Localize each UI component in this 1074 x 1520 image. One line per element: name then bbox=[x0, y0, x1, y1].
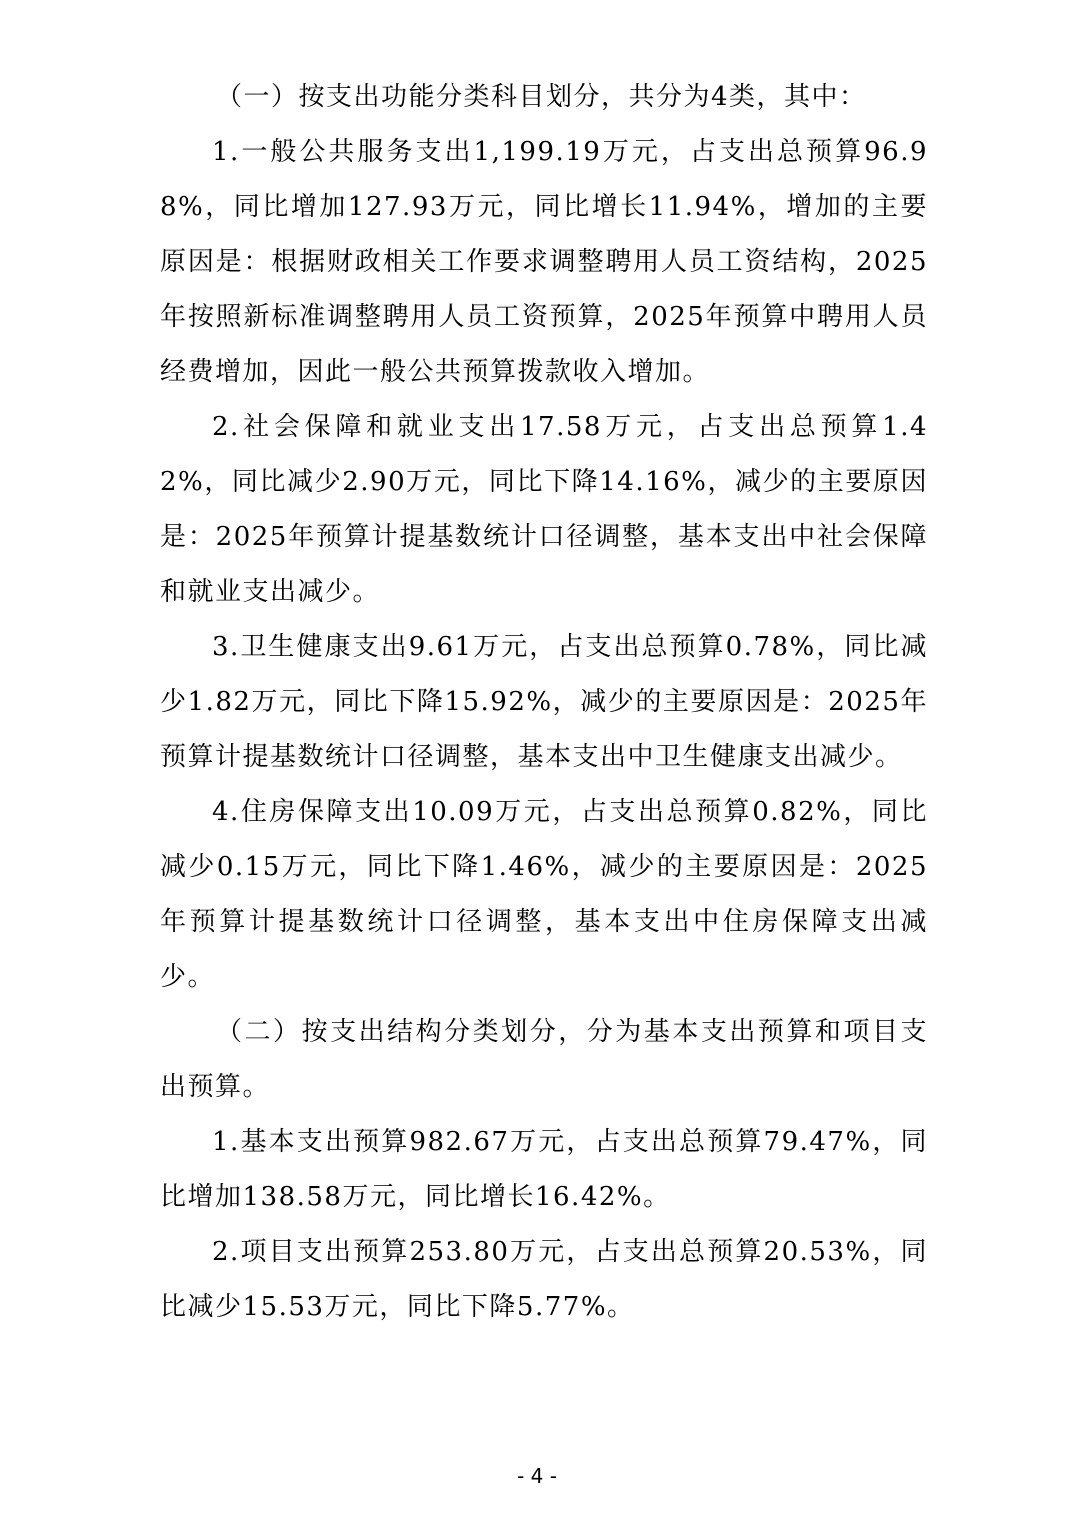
document-body bbox=[160, 70, 928, 1335]
paragraph-general-public-services: 1.一般公共服务支出1,199.19万元，占支出总预算96.98%，同比增加127.93万元，同比增长11.94%，增加的主要原因是：根据财政相关工作要求调整聘用人员工资结构，2025年按照新标准调整聘用人员工资预算，2025年预算中聘用人员经费增加，因此一般公共预算拨款收入增加。 bbox=[160, 137, 928, 387]
page-number: - 4 - bbox=[517, 1464, 557, 1488]
section-heading-functional-classification: （一）按支出功能分类科目划分，共分为4类，其中： bbox=[216, 82, 867, 112]
paragraph-health: 3.卫生健康支出9.61万元，占支出总预算0.78%，同比减少1.82万元，同比下降15.92%，减少的主要原因是：2025年预算计提基数统计口径调整，基本支出中卫生健康支出减少。 bbox=[160, 632, 928, 772]
paragraph-project-expenditure: 2.项目支出预算253.80万元，占支出总预算20.53%，同比减少15.53万元，同比下降5.77%。 bbox=[160, 1237, 928, 1322]
section-heading-structure-classification: （二）按支出结构分类划分，分为基本支出预算和项目支出预算。 bbox=[160, 1017, 928, 1102]
paragraph-housing-security: 4.住房保障支出10.09万元，占支出总预算0.82%，同比减少0.15万元，同比下降1.46%，减少的主要原因是：2025年预算计提基数统计口径调整，基本支出中住房保障支出减少。 bbox=[160, 797, 928, 992]
paragraph-basic-expenditure: 1.基本支出预算982.67万元，占支出总预算79.47%，同比增加138.58万元，同比增长16.42%。 bbox=[160, 1127, 928, 1212]
paragraph-social-security-employment: 2.社会保障和就业支出17.58万元，占支出总预算1.42%，同比减少2.90万元，同比下降14.16%，减少的主要原因是：2025年预算计提基数统计口径调整，基本支出中社会保障和就业支出减少。 bbox=[160, 412, 928, 607]
